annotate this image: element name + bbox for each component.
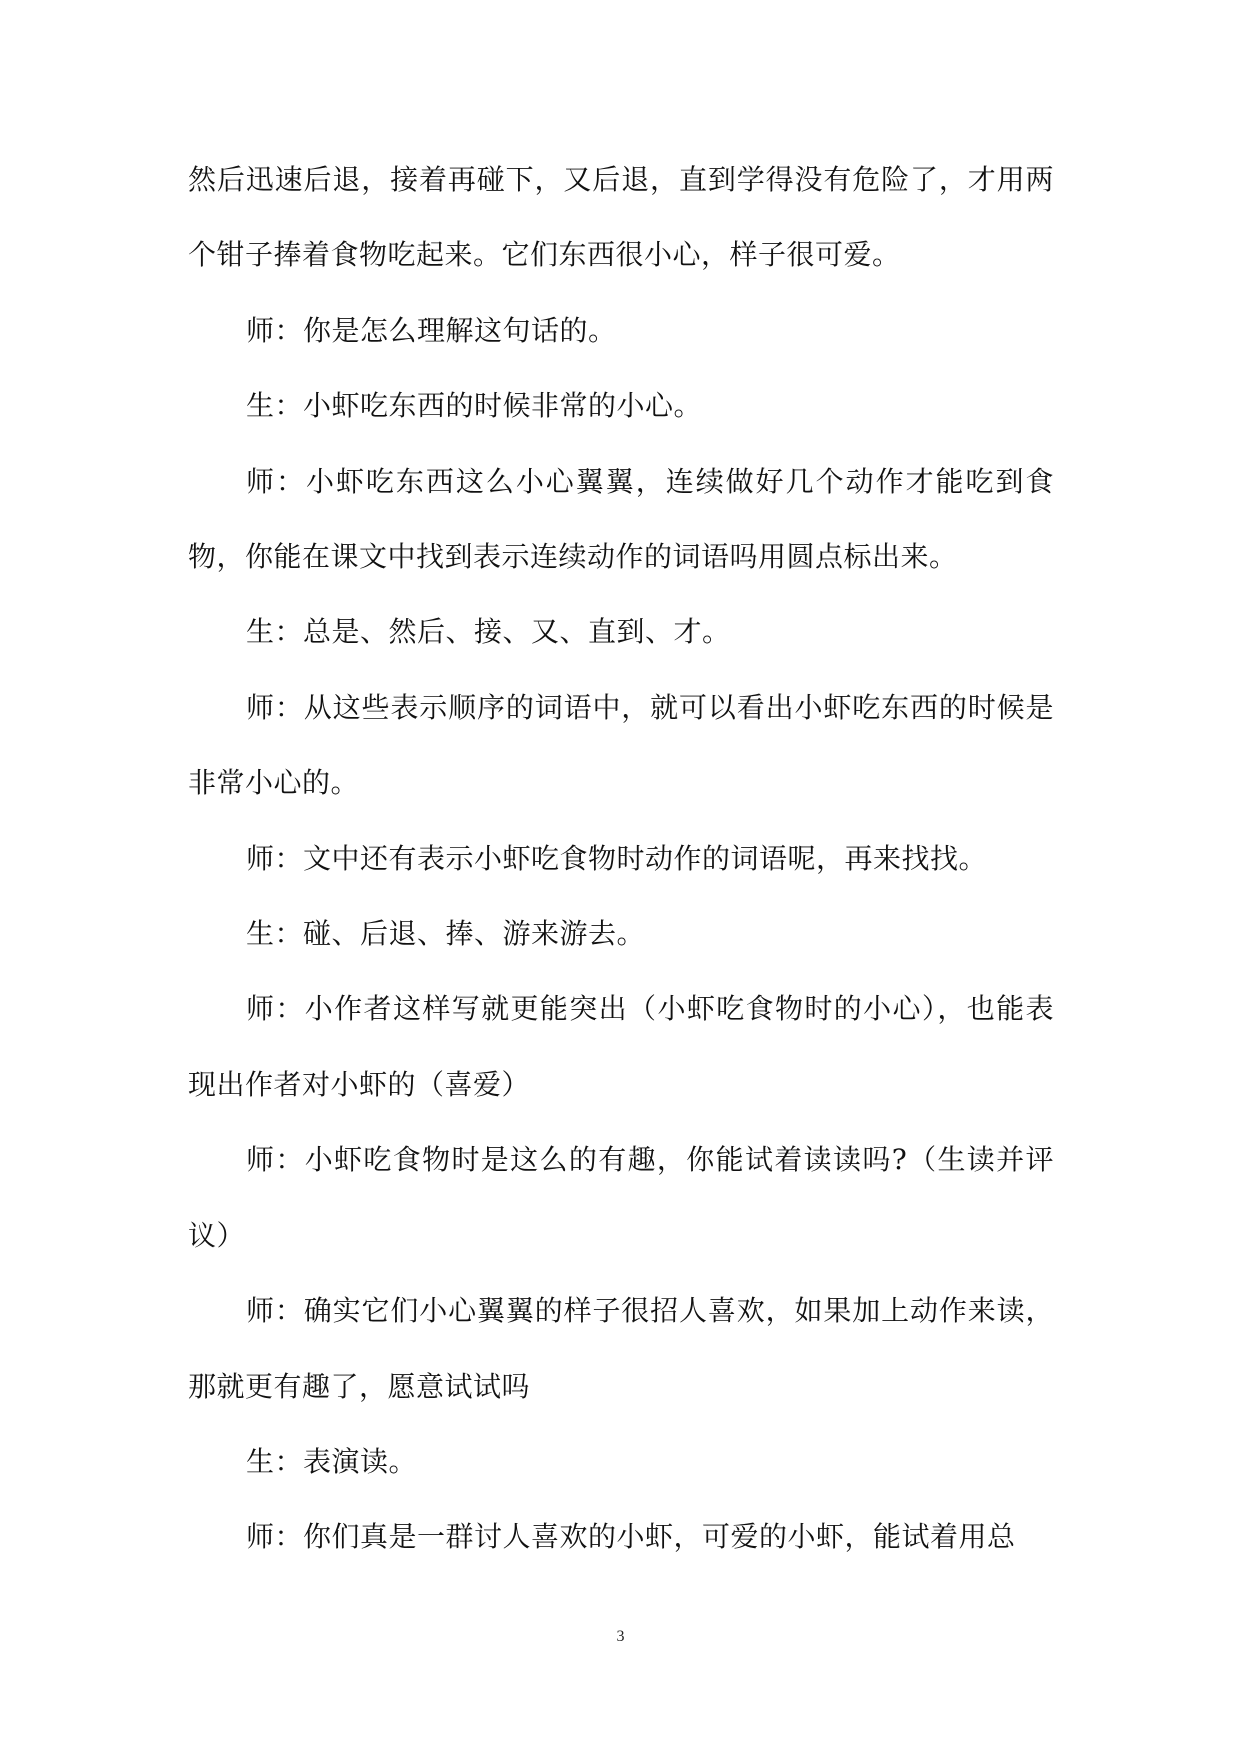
paragraph: 师：你是怎么理解这句话的。 [246, 313, 617, 347]
paragraph: 然后迅速后退，接着再碰下，又后退，直到学得没有危险了，才用两个钳子捧着食物吃起来。它们东西很小心，样子很可爱。 [188, 163, 1054, 272]
paragraph: 师：确实它们小心翼翼的样子很招人喜欢，如果加上动作来读，那就更有趣了，愿意试试吗 [188, 1294, 1054, 1403]
paragraph: 师：小作者这样写就更能突出（小虾吃食物时的小心），也能表现出作者对小虾的（喜爱） [188, 992, 1054, 1101]
paragraph: 生：总是、然后、接、又、直到、才。 [246, 615, 731, 649]
body-text [188, 142, 1054, 1575]
paragraph: 生：碰、后退、捧、游来游去。 [246, 917, 646, 951]
paragraph: 生：表演读。 [246, 1444, 418, 1478]
paragraph: 师：你们真是一群讨人喜欢的小虾，可爱的小虾，能试着用总 [246, 1520, 1016, 1554]
paragraph: 生：小虾吃东西的时候非常的小心。 [246, 389, 703, 423]
paragraph: 师：小虾吃东西这么小心翼翼，连续做好几个动作才能吃到食物，你能在课文中找到表示连续动作的词语吗用圆点标出来。 [188, 464, 1054, 574]
paragraph: 师：小虾吃食物时是这么的有趣，你能试着读读吗?（生读并评议） [188, 1143, 1054, 1252]
page-number: 3 [616, 1628, 625, 1645]
paragraph: 师：从这些表示顺序的词语中，就可以看出小虾吃东西的时候是非常小心的。 [188, 690, 1054, 800]
paragraph: 师：文中还有表示小虾吃食物时动作的词语呢，再来找找。 [246, 841, 988, 875]
